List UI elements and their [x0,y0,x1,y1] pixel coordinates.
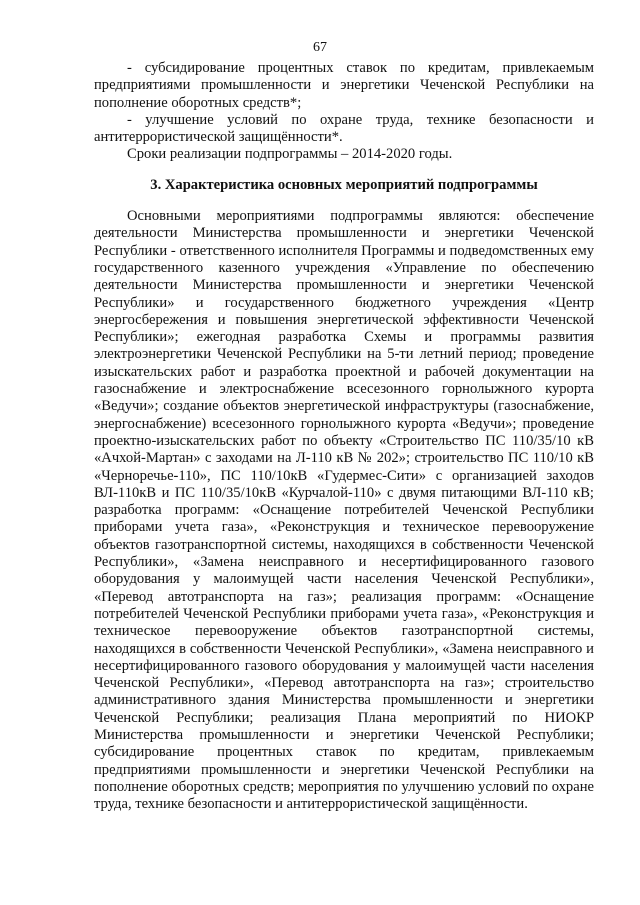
page-number: 67 [313,40,327,55]
list-item-subsidy: - субсидирование процентных ставок по кредитам, привлекаемым предприятиями промышленности и энергетики Чеченской Республики на пополнение оборотных средств*; [94,60,594,111]
implementation-period: Сроки реализации подпрограммы – 2014-2020 годы. [127,146,453,163]
list-item-labor-safety: - улучшение условий по охране труда, технике безопасности и антитеррористической защищённости*. [94,111,594,146]
section-heading: 3. Характеристика основных мероприятий подпрограммы [150,176,538,193]
section-body-paragraph: Основными мероприятиями подпрограммы являются: обеспечение деятельности Министерства промышленности и энергетики Чеченской Республики - ответственного исполнителя Программы и подведомственных ему государственного казенного учреждения «Управление по обеспечению деятельности Министерства промышленности и энергетики Чеченской Республики» и государственного бюджетного учреждения «Центр энергосбережения и повышения энергетической эффективности Чеченской Республики»; ежегодная разработка Схемы и программы развития электроэнергетики Чеченской Республики на 5-ти летний период; проведение изыскательских работ и разработка проектной и рабочей документации на газоснабжение и электроснабжение всесезонного горнолыжного курорта «Ведучи»; создание объектов энергетической инфраструктуры (газоснабжение, энергоснабжение) всесезонного горнолыжного курорта «Ведучи»; проведение проектно-изыскательских работ по объекту «Строительство ПС 110/35/10 кВ «Ачхой-Мартан» с заходами на Л-110 кВ № 202»; строительство ПС 110/10 кВ «Черноречье-110», ПС 110/10кВ «Гудермес-Сити» с организацией заходов ВЛ-110кВ и ПС 110/35/10кВ «Курчалой-110» с двумя питающими ВЛ-110 кВ; разработка программ: «Оснащение потребителей Чеченской Республики приборами учета газа», «Реконструкция и техническое перевооружение объектов газотранспортной системы, находящихся в собственности Чеченской Республики», «Замена неисправного и несертифицированного газового оборудования у малоимущей части населения Чеченской Республики», «Перевод автотранспорта на газ»; реализация программ: «Оснащение потребителей Чеченской Республики приборами учета газа», «Реконструкция и техническое перевооружение объектов газотранспортной системы, находящихся в собственности Чеченской Республики», «Замена неисправного и несертифицированного газового оборудования у малоимущей части населения Чеченской Республики», «Перевод автотранспорта на газ»; строительство административного здания Министерства промышленности и энергетики Чеченской Республики; реализация Плана мероприятий по НИОКР Министерства промышленности и энергетики Чеченской Республики; субсидирование процентных ставок по кредитам, привлекаемым предприятиями промышленности и энергетики Чеченской Республики на пополнение оборотных средств; мероприятия по улучшению условий по охране труда, технике безопасности и антитеррористической защищённости. [94,208,594,813]
page-content [94,60,594,813]
